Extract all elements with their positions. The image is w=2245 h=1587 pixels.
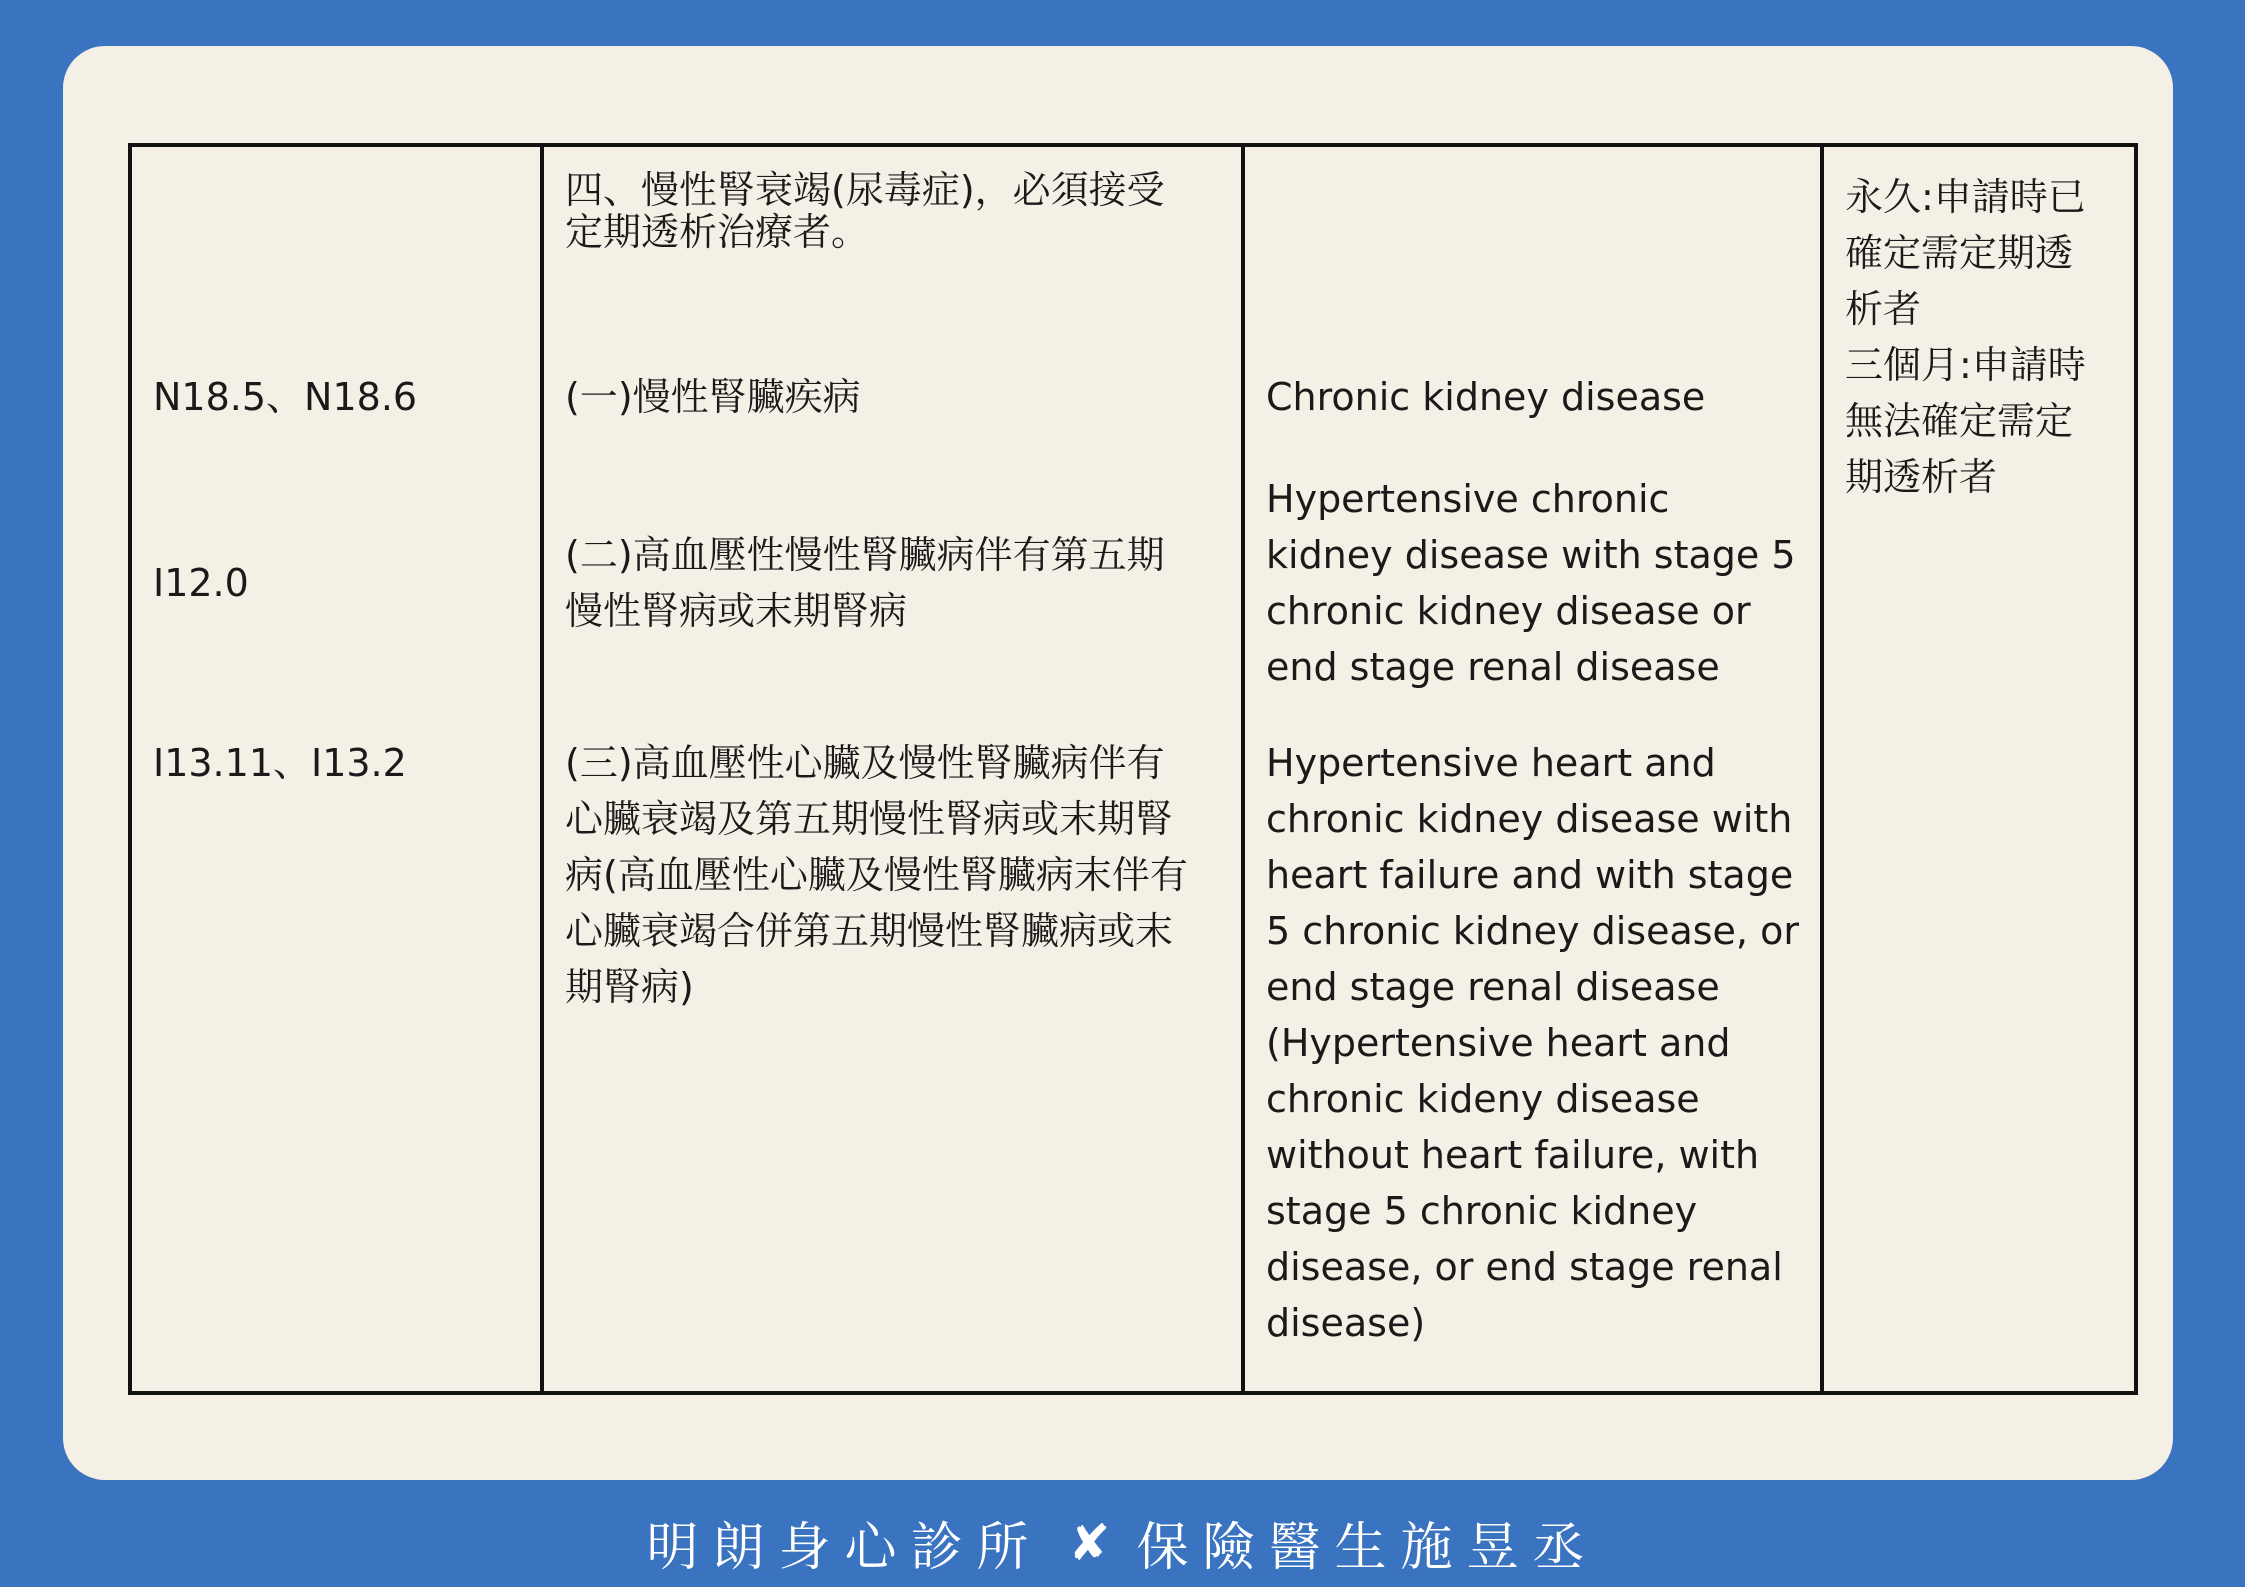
content-card bbox=[63, 46, 2173, 1480]
chinese-desc-row3: (三)高血壓性心臟及慢性腎臟病伴有 心臟衰竭及第五期慢性腎病或末期腎 病(高血壓性心臟及慢性腎臟病末伴有 心臟衰竭合併第五期慢性腎臟病或末 期腎病) bbox=[565, 741, 1188, 1009]
icd-code-row3: I13.11、I13.2 bbox=[153, 741, 407, 785]
column-divider bbox=[1241, 147, 1245, 1391]
category-heading: 四、慢性腎衰竭(尿毒症)，必須接受 定期透析治療者。 bbox=[565, 168, 1165, 254]
column-divider bbox=[1820, 147, 1824, 1391]
english-desc-row1: Chronic kidney disease bbox=[1266, 375, 1706, 419]
english-desc-row2: Hypertensive chronic kidney disease with stage 5 chronic kidney disease or end stage renal disease bbox=[1266, 477, 1796, 689]
chinese-desc-row2: (二)高血壓性慢性腎臟病伴有第五期 慢性腎病或末期腎病 bbox=[565, 533, 1165, 633]
column-divider bbox=[540, 147, 544, 1391]
icd-code-row2: I12.0 bbox=[153, 561, 249, 605]
clinic-name: 明朗身心診所 bbox=[646, 1518, 1043, 1578]
author-name: 保險醫生施昱丞 bbox=[1136, 1518, 1599, 1578]
disease-table bbox=[128, 143, 2138, 1395]
icd-code-row1: N18.5、N18.6 bbox=[153, 375, 418, 419]
chinese-desc-row1: (一)慢性腎臟疾病 bbox=[565, 375, 861, 419]
english-desc-row3: Hypertensive heart and chronic kidney disease with heart failure and with stage 5 chronic kidney disease, or end stage renal disease (Hypertensive heart and chronic kideny disease without heart failure, with stage 5 chronic kidney disease, or end stage renal disease) bbox=[1266, 741, 1799, 1345]
footer-banner bbox=[0, 1505, 2245, 1580]
cross-icon: ✘ bbox=[1068, 1513, 1111, 1572]
validity-period: 永久:申請時已 確定需定期透 析者 三個月:申請時 無法確定需定 期透析者 bbox=[1845, 175, 2086, 499]
